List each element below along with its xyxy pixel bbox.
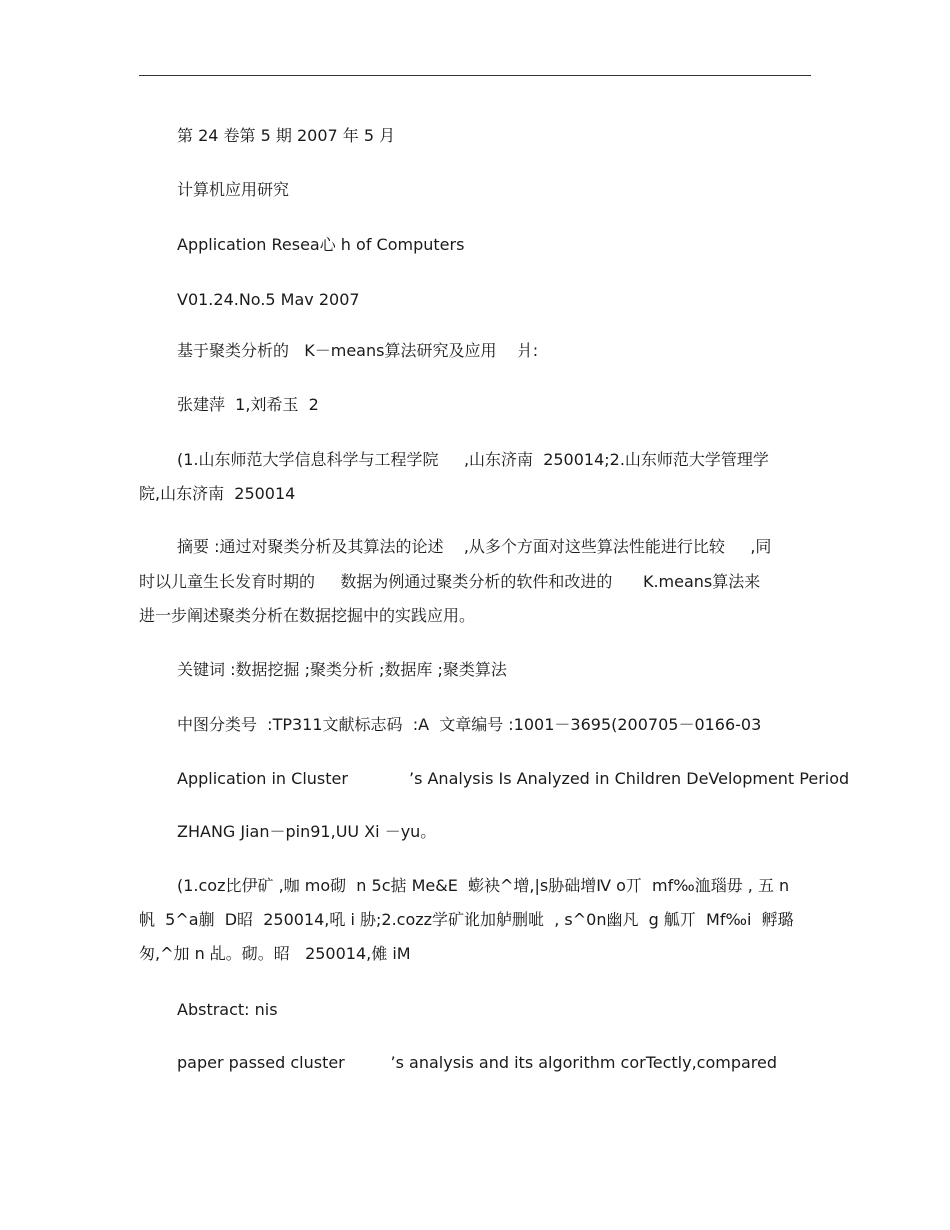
journal-name-cn: 计算机应用研究 bbox=[177, 180, 290, 199]
affiliation-en-line: (1.coz比伊矿 ,咖 mo砌 n 5c掂 Me&E 蟛袂^增,|s胁础增Ⅳ o丌 mf‰洫瑙毋 , 五 n bbox=[177, 876, 790, 895]
article-title-en: Application in Cluster ’s Analysis Is Analyzed in Children DeVelopment Period bbox=[177, 769, 850, 788]
affiliation-cn-line: (1.山东师范大学信息科学与工程学院 ,山东济南 250014;2.山东师范大学管理学 bbox=[177, 450, 769, 469]
abstract-cn-line: 时以儿童生长发育时期的 数据为例通过聚类分析的软件和改进的 K.means算法来 bbox=[139, 572, 761, 591]
header-rule bbox=[139, 75, 811, 76]
abstract-cn-line: 摘要 :通过对聚类分析及其算法的论述 ,从多个方面对这些算法性能进行比较 ,同 bbox=[177, 537, 772, 556]
classification-cn: 中图分类号 :TP311文献标志码 :A 文章编号 :1001－3695(200705－0166-03 bbox=[177, 715, 762, 734]
abstract-cn-line: 进一步阐述聚类分析在数据挖掘中的实践应用。 bbox=[139, 606, 476, 625]
journal-name-en: Application Resea心 h of Computers bbox=[177, 235, 465, 254]
authors-en: ZHANG Jian－pin91,UU Xi －yu。 bbox=[177, 822, 437, 841]
affiliation-cn-line: 院,山东济南 250014 bbox=[139, 484, 296, 503]
abstract-en-label: Abstract: nis bbox=[177, 1000, 278, 1019]
article-title-cn: 基于聚类分析的 K－means算法研究及应用 爿: bbox=[177, 341, 539, 360]
journal-volume-en: V01.24.No.5 Mav 2007 bbox=[177, 290, 360, 309]
affiliation-en-line: 匆,^加 n 乩。砌。昭 250014,傩 iM bbox=[139, 944, 411, 963]
keywords-cn: 关键词 :数据挖掘 ;聚类分析 ;数据库 ;聚类算法 bbox=[177, 660, 507, 679]
affiliation-en-line: 帆 5^a蒯 D昭 250014,吼 i 胁;2.cozz学矿讹加舻删呲 , s^0n幽凡 g 觚丌 Mf‰i 孵璐 bbox=[139, 910, 794, 929]
journal-issue: 第 24 卷第 5 期 2007 年 5 月 bbox=[177, 126, 396, 145]
authors-cn: 张建萍 1,刘希玉 2 bbox=[177, 395, 319, 414]
abstract-en-line: paper passed cluster ’s analysis and its algorithm corTectly,compared bbox=[177, 1053, 778, 1072]
